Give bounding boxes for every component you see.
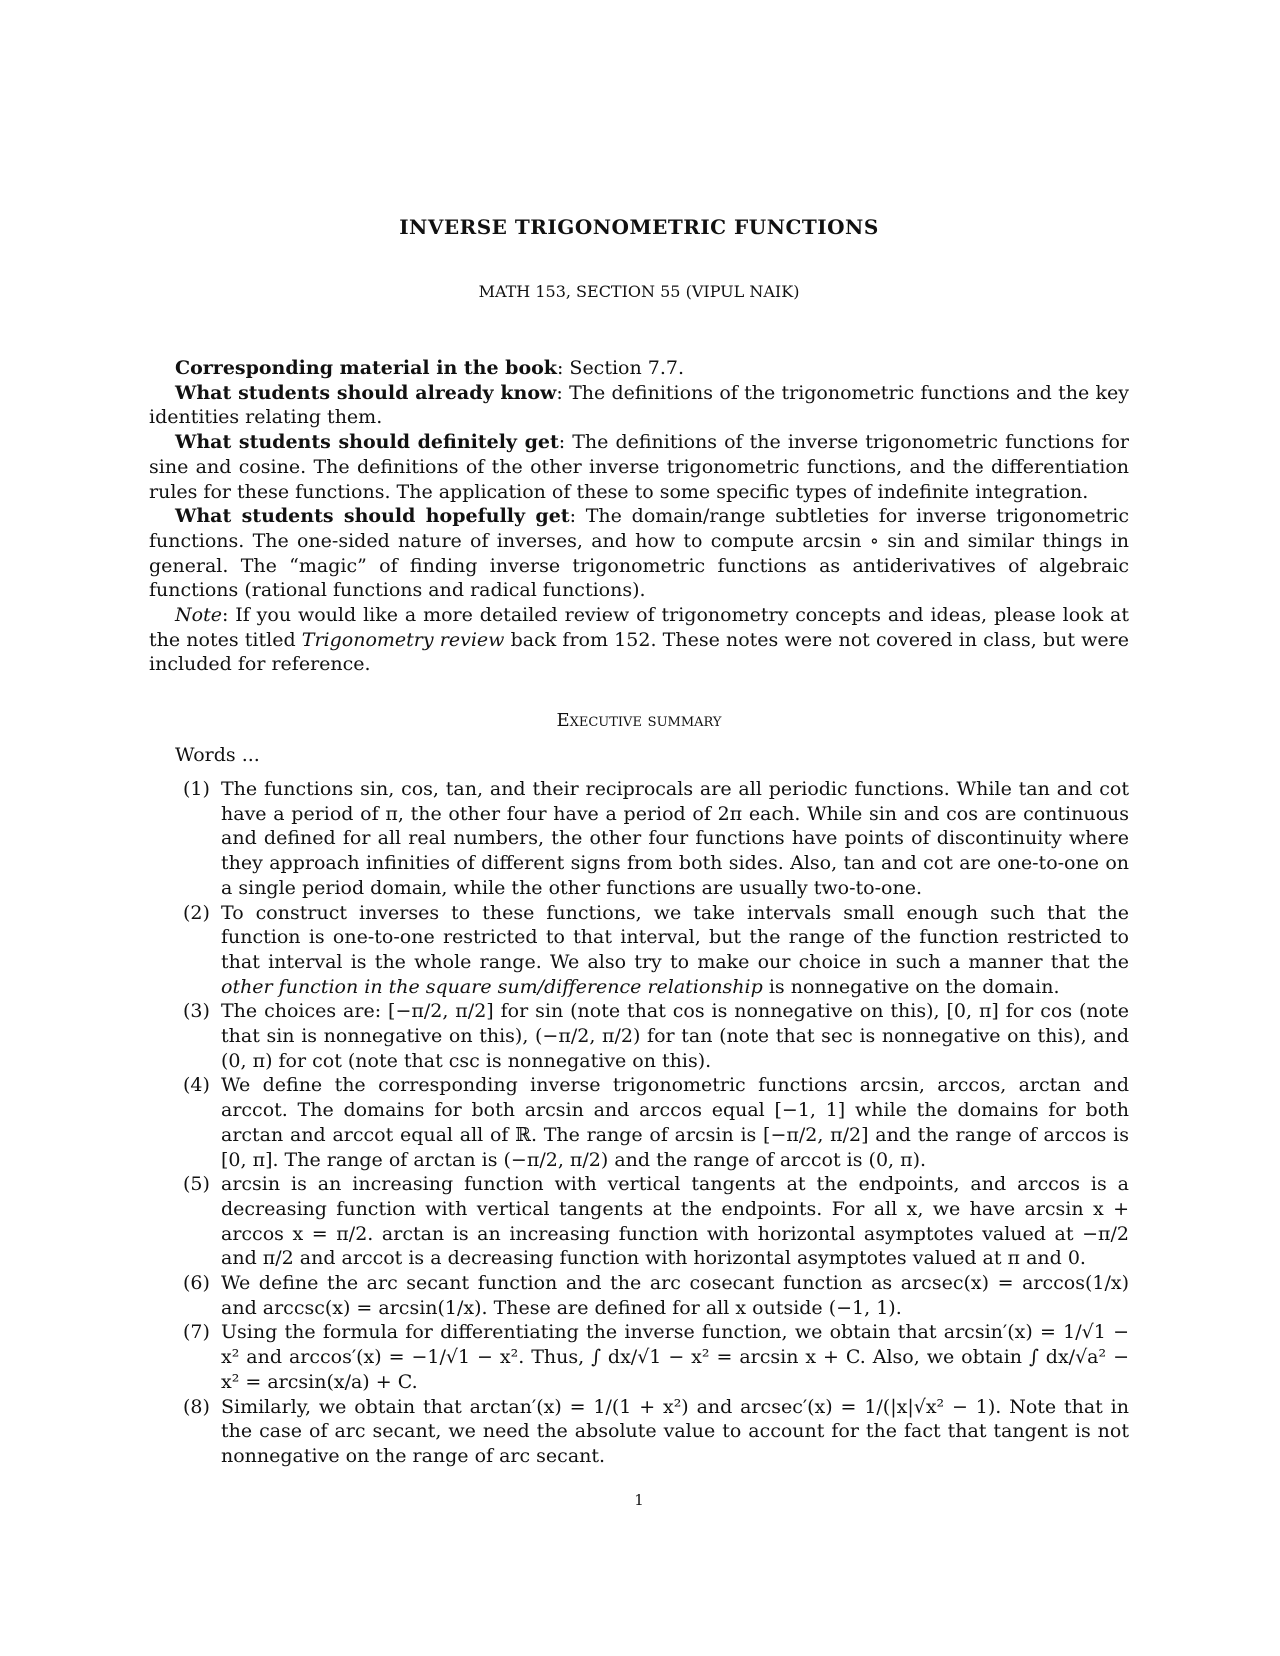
intro-label: Corresponding material in the book: [175, 357, 557, 379]
intro-paragraph-material: [149, 356, 1129, 381]
intro-text: : The definitions of the trigonometric functions and the key identities relating them.: [149, 381, 1129, 429]
item-text: To construct inverses to these functions, we take intervals small enough such that the function is one-to-one restricted to that interval, but the range of the function restricted to that interval is the whole range. We also try to make our choice in such a manner that the: [221, 901, 1129, 973]
list-item: [149, 1395, 1129, 1469]
intro-text: back from 152. These notes were not covered in class, but were included for reference.: [149, 628, 1129, 676]
page-title: INVERSE TRIGONOMETRIC FUNCTIONS: [399, 215, 879, 239]
intro-paragraph-hopefully-get: [149, 504, 1129, 603]
list-item: [149, 1073, 1129, 1172]
item-number: (1): [183, 778, 210, 800]
item-text: We define the corresponding inverse trigonometric functions arcsin, arccos, arctan and arccot. The domains for both arcsin and arccos equal [−1, 1] while the domains for both arctan and arccot equal all of ℝ. The range of arcsin is [−π/2, π/2] and the range of arccos is [0, π]. The range of arctan is (−π/2, π/2) and the range of arccot is (0, π).: [221, 1074, 1129, 1171]
list-item: [149, 901, 1129, 1000]
item-number: (5): [183, 1173, 210, 1196]
item-number: (7): [183, 1321, 210, 1344]
intro-label: What students should definitely get: [175, 431, 559, 454]
item-number: (3): [183, 1000, 210, 1023]
summary-list: [149, 777, 1129, 1469]
intro-italic-title: Trigonometry review: [301, 628, 505, 651]
list-item: [149, 1172, 1129, 1271]
item-number: (2): [183, 901, 210, 924]
list-item: [149, 777, 1129, 901]
intro-text: : The domain/range subtleties for inverse trigonometric functions. The one-sided nature of inverses, and how to compute arcsin ∘ sin and similar things in general. The “magic” of finding inverse trigonometric functions as antiderivatives of algebraic functions (rational functions and radical functions).: [149, 505, 1130, 602]
intro-text: : If you would like a more detailed review of trigonometry concepts and ideas, please look at the notes titled: [149, 604, 1129, 651]
item-text: The choices are: [−π/2, π/2] for sin (note that cos is nonnegative on this), [0, π] for cos (note that sin is nonnegative on this), (−π/2, π/2) for tan (note that sec is nonnegative on this), and (0, π) for cot (note that csc is nonnegative on this).: [221, 1000, 1129, 1072]
intro-label: Note: [175, 604, 222, 627]
intro-label: What students should hopefully get: [175, 505, 570, 528]
section-heading: Executive summary: [556, 710, 722, 731]
intro-text: : The definitions of the inverse trigonometric functions for sine and cosine. The definitions of the other inverse trigonometric functions, and the differentiation rules for these functions. The application of these to some specific types of indefinite integration.: [149, 431, 1130, 503]
item-text: We define the arc secant function and the arc cosecant function as arcsec(x) = arccos(1/x) and arccsc(x) = arcsin(1/x). These are defined for all x outside (−1, 1).: [221, 1272, 1129, 1319]
intro-block: [149, 356, 1129, 677]
item-italic: other function in the square sum/difference relationship: [221, 975, 763, 998]
item-text: arcsin is an increasing function with vertical tangents at the endpoints, and arccos is a decreasing function with vertical tangents at the endpoints. For all x, we have arcsin x + arccos x = π/2. arctan is an increasing function with horizontal asymptotes valued at −π/2 and π/2 and arccot is a decreasing function with horizontal asymptotes valued at π and 0.: [221, 1173, 1129, 1270]
item-text: Using the formula for differentiating the inverse function, we obtain that arcsin′(x) = 1/√1 − x² and arccos′(x) = −1/√1 − x². Thus, ∫ dx/√1 − x² = arcsin x + C. Also, we obtain ∫ dx/√a² − x² = arcsin(x/a) + C.: [221, 1321, 1129, 1393]
intro-paragraph-already-know: [149, 381, 1129, 430]
author-line: MATH 153, SECTION 55 (VIPUL NAIK): [478, 282, 800, 301]
words-line: Words ...: [175, 744, 260, 766]
item-text: Similarly, we obtain that arctan′(x) = 1/(1 + x²) and arcsec′(x) = 1/(|x|√x² − 1). Note that in the case of arc secant, we need the absolute value to account for the fact that tangent is not nonnegative on the range of arc secant.: [221, 1395, 1129, 1467]
item-text: The functions sin, cos, tan, and their reciprocals are all periodic functions. While tan and cot have a period of π, the other four have a period of 2π each. While sin and cos are continuous and defined for all real numbers, the other four functions have points of discontinuity where they approach infinities of different signs from both sides. Also, tan and cot are one-to-one on a single period domain, while the other functions are usually two-to-one.: [221, 778, 1129, 899]
list-item: [149, 1271, 1129, 1320]
page-number: 1: [634, 1491, 644, 1509]
list-item: [149, 1320, 1129, 1394]
intro-text: : Section 7.7.: [556, 357, 685, 379]
item-number: (8): [183, 1395, 210, 1418]
intro-paragraph-definitely-get: [149, 430, 1129, 504]
list-item: [149, 999, 1129, 1073]
intro-paragraph-note: [149, 603, 1129, 677]
item-number: (4): [183, 1074, 210, 1097]
item-text: is nonnegative on the domain.: [762, 975, 1060, 998]
intro-label: What students should already know: [175, 381, 557, 404]
item-number: (6): [183, 1272, 210, 1295]
